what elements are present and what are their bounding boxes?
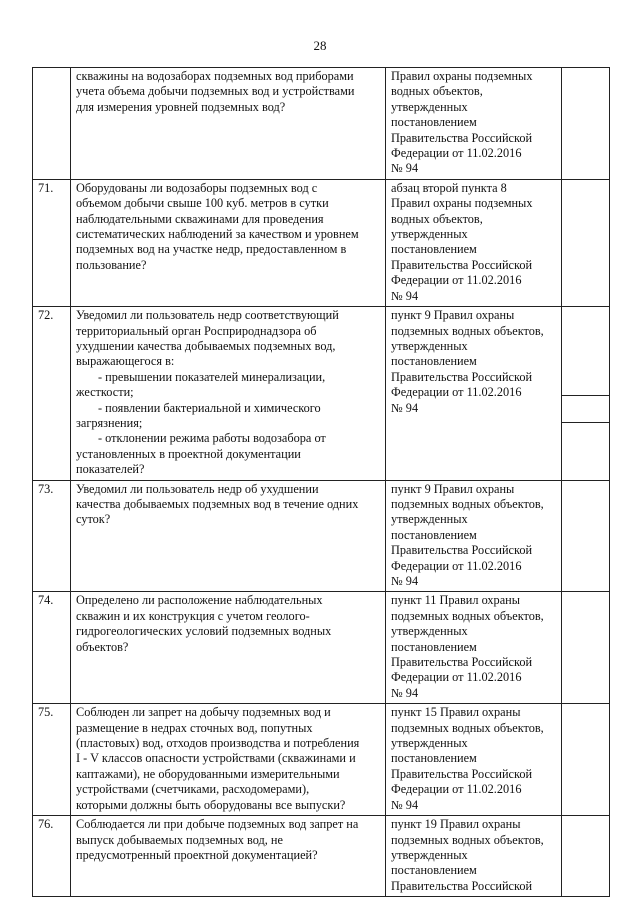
reference-line: подземных водных объектов, (391, 720, 544, 735)
reference-line: постановлением (391, 115, 477, 130)
question-line: подземных вод на участке недр, предоставленном в (76, 242, 347, 257)
question-line: качества добываемых подземных вод в течение одних (76, 496, 359, 511)
reference-line: Правительства Российской (391, 766, 533, 781)
row-number: 72. (33, 307, 71, 480)
reference-line: постановлением (391, 527, 477, 542)
reference-line: водных объектов, (391, 211, 483, 226)
reference-line: пункт 9 Правил охраны (391, 481, 515, 496)
reference-line: утвержденных (391, 338, 468, 353)
answer-cell[interactable] (562, 816, 610, 897)
reference-line: Правительства Российской (391, 130, 533, 145)
reference-line: постановлением (391, 639, 477, 654)
question-line: для измерения уровней подземных вод? (76, 99, 286, 114)
reference-line: пункт 15 Правил охраны (391, 705, 521, 720)
reference-line: Правительства Российской (391, 543, 533, 558)
legal-reference-cell (386, 480, 562, 592)
legal-reference-cell (386, 179, 562, 306)
question-cell (71, 704, 386, 816)
table-row (33, 68, 610, 180)
question-line: Соблюдается ли при добыче подземных вод запрет на (76, 817, 359, 832)
reference-line: Правительства Российской (391, 878, 533, 893)
row-number: 76. (33, 816, 71, 897)
reference-line: пункт 19 Правил охраны (391, 817, 521, 832)
question-subitem: - превышении показателей минерализации, (98, 369, 326, 384)
question-line: каптажами), не оборудованными измерительными (76, 766, 340, 781)
reference-line: постановлением (391, 354, 477, 369)
reference-line: подземных водных объектов, (391, 323, 544, 338)
question-subitem: показателей? (76, 462, 145, 477)
question-line: объемом добычи свыше 100 куб. метров в сутки (76, 196, 329, 211)
question-line: которыми должны быть оборудованы все выпуски? (76, 797, 346, 812)
reference-line: № 94 (391, 797, 419, 812)
question-cell (71, 592, 386, 704)
legal-reference-cell (386, 592, 562, 704)
reference-line: постановлением (391, 863, 477, 878)
answer-subcells (562, 307, 609, 471)
question-cell (71, 480, 386, 592)
answer-cell[interactable] (562, 480, 610, 592)
reference-line: № 94 (391, 574, 419, 588)
reference-line: Федерации от 11.02.2016 (391, 385, 522, 400)
reference-line: утвержденных (391, 512, 468, 527)
reference-line: Федерации от 11.02.2016 (391, 146, 522, 161)
reference-line: Правительства Российской (391, 369, 533, 384)
reference-line: Федерации от 11.02.2016 (391, 558, 522, 573)
table-row (33, 179, 610, 306)
table-row (33, 704, 610, 816)
page-number: 28 (313, 38, 327, 53)
question-subitem: установленных в проектной документации (76, 446, 301, 461)
reference-line: подземных водных объектов, (391, 608, 544, 623)
answer-cell[interactable] (562, 592, 610, 704)
row-number: 71. (33, 179, 71, 306)
question-subitem: - отклонении режима работы водозабора от (98, 431, 326, 446)
reference-line: № 94 (391, 161, 419, 176)
requirements-table (32, 67, 610, 897)
question-line: систематических наблюдений за качеством и уровнем (76, 227, 359, 242)
reference-line: № 94 (391, 288, 419, 303)
question-line: Определено ли расположение наблюдательных (76, 593, 323, 608)
reference-line: Правительства Российской (391, 257, 533, 272)
legal-reference-cell (386, 307, 562, 480)
reference-line: пункт 11 Правил охраны (391, 593, 521, 608)
row-number (33, 68, 71, 180)
reference-line: утвержденных (391, 624, 468, 639)
reference-line: утвержденных (391, 847, 468, 862)
reference-line: утвержденных (391, 736, 468, 751)
row-number: 75. (33, 704, 71, 816)
reference-line: Правил охраны подземных (391, 69, 533, 83)
question-line: скважины на водозаборах подземных вод приборами (76, 69, 354, 83)
question-cell (71, 307, 386, 480)
reference-line: № 94 (391, 685, 419, 700)
legal-reference-cell (386, 816, 562, 897)
reference-line: Федерации от 11.02.2016 (391, 273, 522, 288)
question-cell (71, 816, 386, 897)
reference-line: подземных водных объектов, (391, 832, 544, 847)
question-line: скважин и их конструкция с учетом геолого- (76, 608, 310, 623)
answer-cell[interactable] (562, 704, 610, 816)
question-line: суток? (76, 512, 111, 527)
question-line: размещение в недрах сточных вод, попутных (76, 720, 313, 735)
question-line: Соблюден ли запрет на добычу подземных вод и (76, 705, 331, 720)
question-cell (71, 179, 386, 306)
question-line: объектов? (76, 639, 129, 654)
question-line: ухудшении качества добываемых подземных вод, (76, 338, 336, 353)
question-line: наблюдательными скважинами для проведения (76, 211, 324, 226)
reference-line: Федерации от 11.02.2016 (391, 782, 522, 797)
reference-line: постановлением (391, 242, 477, 257)
question-line: Оборудованы ли водозаборы подземных вод с (76, 180, 318, 195)
answer-subcell[interactable] (562, 423, 609, 471)
question-line: выпуск добываемых подземных вод, не (76, 832, 283, 847)
question-cell (71, 68, 386, 180)
question-line: пользование? (76, 257, 147, 272)
question-subitem: - появлении бактериальной и химического (98, 400, 321, 415)
reference-line: постановлением (391, 751, 477, 766)
reference-line: утвержденных (391, 99, 468, 114)
answer-cell[interactable] (562, 307, 610, 480)
reference-line: № 94 (391, 400, 419, 415)
table-row (33, 307, 610, 480)
row-number: 73. (33, 480, 71, 592)
question-line: учета объема добычи подземных вод и устройствами (76, 84, 355, 99)
answer-cell[interactable] (562, 68, 610, 180)
row-number: 74. (33, 592, 71, 704)
question-line: гидрогеологических условий подземных водных (76, 624, 332, 639)
question-line: (пластовых) вод, отходов производства и потребления (76, 736, 360, 751)
question-line: устройствами (счетчиками, расходомерами), (76, 782, 310, 797)
reference-line: подземных водных объектов, (391, 496, 544, 511)
question-line: предусмотренный проектной документацией? (76, 847, 318, 862)
reference-line: Федерации от 11.02.2016 (391, 670, 522, 685)
table-row (33, 592, 610, 704)
question-subitem: загрязнения; (76, 415, 143, 430)
question-line: выражающегося в: (76, 354, 175, 369)
answer-subcell[interactable] (562, 396, 609, 423)
reference-line: Правительства Российской (391, 655, 533, 670)
question-line: Уведомил ли пользователь недр об ухудшении (76, 481, 319, 496)
reference-line: Правил охраны подземных (391, 196, 533, 211)
reference-line: утвержденных (391, 227, 468, 242)
question-line: I - V классов опасности устройствами (скважинами и (76, 751, 356, 766)
legal-reference-cell (386, 68, 562, 180)
answer-subcell[interactable] (562, 307, 609, 396)
legal-reference-cell (386, 704, 562, 816)
reference-line: пункт 9 Правил охраны (391, 308, 515, 323)
question-line: территориальный орган Росприроднадзора об (76, 323, 317, 338)
answer-cell[interactable] (562, 179, 610, 306)
table-row (33, 480, 610, 592)
question-line: Уведомил ли пользователь недр соответствующий (76, 308, 339, 323)
reference-line: водных объектов, (391, 84, 483, 99)
question-subitem: жесткости; (76, 385, 134, 400)
table-row (33, 816, 610, 897)
reference-line: абзац второй пункта 8 (391, 180, 507, 195)
